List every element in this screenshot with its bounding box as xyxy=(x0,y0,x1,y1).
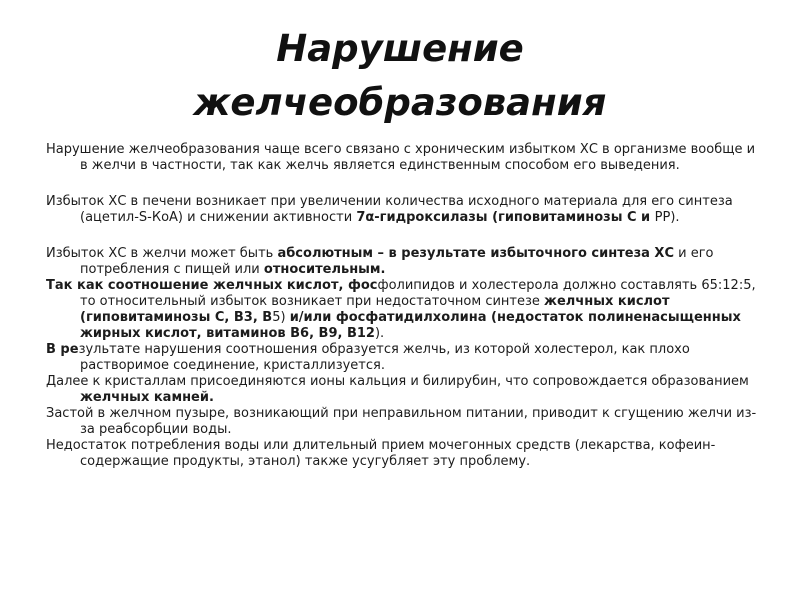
paragraph-liver-excess: Избыток ХС в печени возникает при увеличении количества исходного материала для его синтеза (ацетил-S-КоА) и снижении активности 7α-гидроксилазы (гиповитаминозы С и РР). xyxy=(46,194,733,225)
paragraph-water: Недостаток потребления воды или длительный прием мочегонных средств (лекарства, кофеин-содержащие продукты, этанол) также усугубляет эту проблему. xyxy=(46,438,716,469)
paragraph-crystallization: В результате нарушения соотношения образуется желчь, из которой холестерол, как плохо растворимое соединение, кристаллизуется. xyxy=(46,342,690,373)
paragraph-gallstones: Далее к кристаллам присоединяются ионы кальция и билирубин, что сопровождается образованием желчных камней. xyxy=(46,374,749,405)
slide-body xyxy=(46,142,758,470)
paragraph-bile-excess: Избыток ХС в желчи может быть абсолютным – в результате избыточного синтеза ХС и его потребления с пищей или относительным. xyxy=(46,246,714,277)
paragraph-bile-disorder: Нарушение желчеобразования чаще всего связано с хроническим избытком ХС в организме вообще и в желчи в частности, так как желчь является единственным способом его выведения. xyxy=(46,142,756,173)
slide-title-line-2: желчеобразования xyxy=(193,81,607,124)
slide-title xyxy=(0,22,800,130)
paragraph-stasis: Застой в желчном пузыре, возникающий при неправильном питании, приводит к сгущению желчи из-за реабсорбции воды. xyxy=(46,406,757,437)
slide-title-line-1: Нарушение xyxy=(276,27,524,70)
paragraph-ratio: Так как соотношение желчных кислот, фосфолипидов и холестерола должно составлять 65:12:5, то относительный избыток возникает при недостаточном синтезе желчных кислот (гиповитаминозы С, В3, В5) и/или фосфатидилхолина (недостаток полиненасыщенных жирных кислот, витаминов В6, В9, В12). xyxy=(46,278,756,341)
